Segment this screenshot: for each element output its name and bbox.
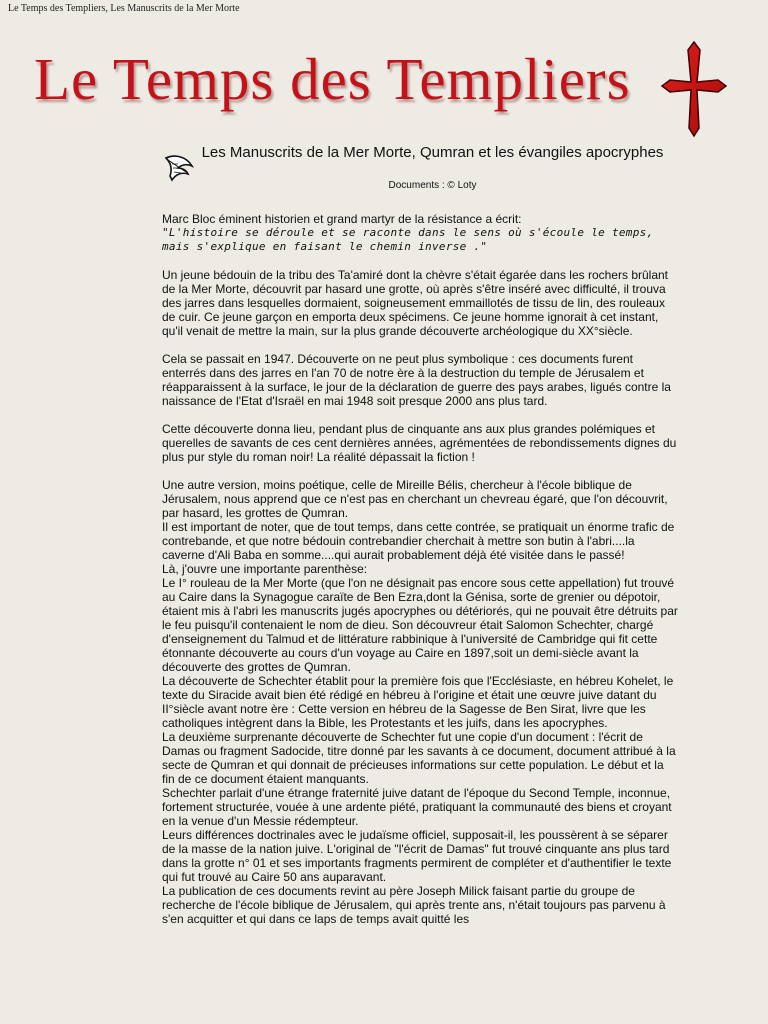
paragraph: Une autre version, moins poétique, celle de Mireille Bélis, chercheur à l'école biblique de Jérusalem, nous apprend que ce n'est pas en cherchant un chevreau égaré, que l'on découvrit, par hasard, les grottes de Qumran.	[162, 478, 668, 520]
paragraph: La deuxième surprenante découverte de Schechter fut une copie d'un document : l'écrit de Damas ou fragment Sadocide, titre donné par les savants à ce document, document attribué à la secte de Qumran et qui donnait de précieuses informations sur cette population. Le début et la fin de ce document étaient manquants.	[162, 730, 676, 786]
paragraph: La publication de ces documents revint au père Joseph Milick faisant partie du groupe de recherche de l'école biblique de Jérusalem, qui après trente ans, n'était toujours pas parvenu à s'en acquitter et qui dans ce laps de temps avait quitté les	[162, 884, 666, 926]
paragraph: Leurs différences doctrinales avec le judaïsme officiel, supposait-il, les poussèrent à se séparer de la masse de la nation juive. L'original de "l'écrit de Damas" fut trouvé cinquante ans plus tard dans la grotte n° 01 et ses importants fragments permirent de compléter et d'authentifier le texte qui fut trouvé au Caire 50 ans auparavant.	[162, 828, 672, 884]
page-header-title: Le Temps des Templiers, Les Manuscrits de la Mer Morte	[8, 3, 240, 14]
paragraph: Cette découverte donna lieu, pendant plus de cinquante ans aux plus grandes polémiques et querelles de savants de ces cent dernières années, agrémentées de rebondissements dignes du plus pur style du roman noir! La réalité dépassait la fiction !	[162, 422, 677, 464]
paragraph: Cela se passait en 1947. Découverte on ne peut plus symbolique : ces documents furent enterrés dans des jarres en l'an 70 de notre ère à la destruction du temple de Jérusalem et réapparaissent à la surface, le jour de la déclaration de guerre des pays arabes, ligués contre la naissance de l'Etat d'Israël en mai 1948 soit presque 2000 ans plus tard.	[162, 352, 671, 408]
site-banner-title: Le Temps des Templiers	[34, 46, 631, 112]
paragraph-intro: Marc Bloc éminent historien et grand martyr de la résistance a écrit:	[162, 212, 522, 226]
article-title: Les Manuscrits de la Mer Morte, Qumran et les évangiles apocryphes	[201, 144, 664, 161]
paragraph: Schechter parlait d'une étrange fraternité juive datant de l'époque du Second Temple, inconnue, fortement structurée, vouée à une ardente piété, pratiquant la communauté des biens et croyant en la venue d'un Messie rédempteur.	[162, 786, 672, 828]
article-credit: Documents : © Loty	[388, 180, 477, 191]
templar-cross-icon	[660, 40, 728, 138]
paragraph-quote: "L'histoire se déroule et se raconte dans le sens où s'écoule le temps, mais s'explique en faisant le chemin inverse ."	[162, 226, 654, 253]
article-body	[162, 212, 678, 926]
paragraph: Le I° rouleau de la Mer Morte (que l'on ne désignait pas encore sous cette appellation) fut trouvé au Caire dans la Synagogue caraïte de Ben Ezra,dont la Génisa, sorte de grenier ou dépotoir, étaient mis à l'abri les manuscrits jugés apocryphes ou détériorés, qui ne pouvait être détruits par le feu puisqu'il contenaient le nom de dieu. Son découvreur était Salomon Schechter, chargé d'enseignement du Talmud et de littérature rabbinique à l'université de Cambridge qui fit cette étonnante découverte au cours d'un voyage au Caire en 1897,soit un demi-siècle avant la découverte des grottes de Qumran.	[162, 576, 678, 674]
paragraph: Là, j'ouvre une importante parenthèse:	[162, 562, 368, 576]
paragraph: Il est important de noter, que de tout temps, dans cette contrée, se pratiquait un énorme trafic de contrebande, et que notre bédouin contrebandier cherchait à mettre son butin à l'abri....la caverne d'Ali Baba en somme....qui aurait probablement déjà été visitée dans le passé!	[162, 520, 675, 562]
paragraph: La découverte de Schechter établit pour la première fois que l'Ecclésiaste, en hébreu Kohelet, le texte du Siracide avait bien été rédigé en hébreu à l'origine et était une œuvre juive datant du II°siècle avant notre ère : Cette version en hébreu de la Sagesse de Ben Sirat, livre que les catholiques intègrent dans la Bible, les Protestants et les juifs, dans les apocryphes.	[162, 674, 674, 730]
paragraph: Un jeune bédouin de la tribu des Ta'amiré dont la chèvre s'était égarée dans les rochers brûlant de la Mer Morte, découvrit par hasard une grotte, où après s'être inséré avec difficulté, il trouva des jarres dans lesquelles dormaient, soigneusement emmaillotés de tissu de lin, des rouleaux de cuir. Ce jeune garçon en emporta deux spécimens. Ce jeune homme ignorait à cet instant, qu'il venait de mettre la main, sur la plus grande découverte archéologique du XX°siècle.	[162, 268, 669, 338]
